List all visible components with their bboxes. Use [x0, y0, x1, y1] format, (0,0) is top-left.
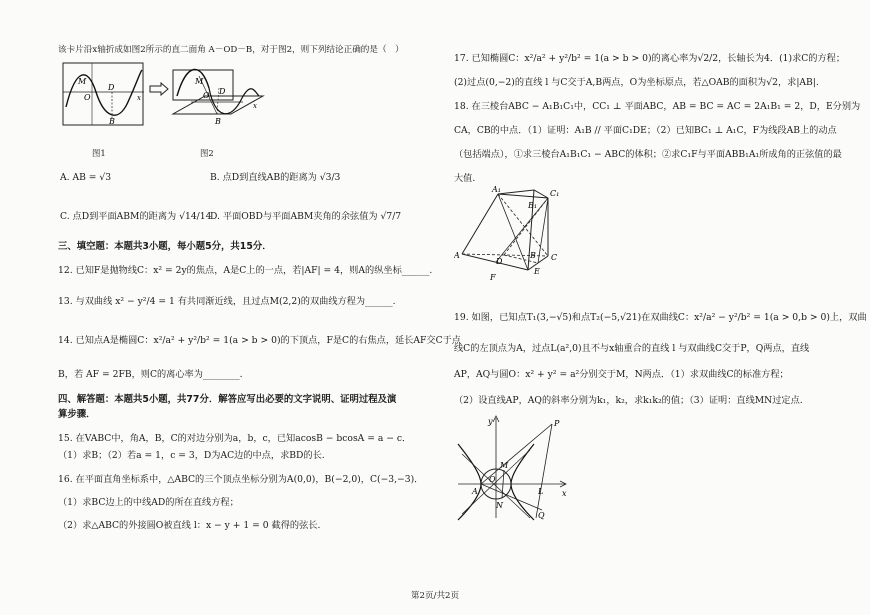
label-l: L	[538, 487, 544, 496]
label-x: x	[137, 94, 141, 102]
label-x: x	[562, 489, 567, 498]
question-18-line4: 大值.	[454, 173, 476, 184]
section-3-heading: 三、填空题：本题共3小题，每小题5分，共15分．	[58, 241, 272, 252]
hyperbola-figure	[456, 414, 572, 522]
label-o: O	[84, 93, 91, 102]
label-d: D	[108, 83, 115, 92]
label-a1: A₁	[492, 185, 501, 194]
question-15-line2: （1）求B；（2）若a = 1，c = 3，D为AC边的中点，求BD的长.	[58, 450, 325, 461]
label-c: C	[551, 253, 558, 262]
figure-2	[171, 58, 267, 136]
question-17-line1: 17. 已知椭圆C：x²/a² + y²/b² = 1(a > b > 0)的离心率为√2/2，长轴长为4．(1)求C的方程；	[454, 53, 846, 64]
option-a: A. AB = √3	[60, 172, 112, 183]
question-19-line4: （2）设直线AP，AQ的斜率分别为k₁，k₂，求k₁k₂的值；（3）证明：直线MN过定点.	[454, 395, 803, 406]
label-a: A	[454, 251, 460, 260]
q11-intro: 该卡片沿x轴折成如图2所示的直二面角 A－OD－B，对于图2，则下列结论正确的是（ ）	[58, 45, 404, 55]
section-4-heading-line1: 四、解答题：本题共5小题，共77分．解答应写出必要的文字说明、证明过程及演	[58, 394, 397, 405]
question-19-line2: 线C的左顶点为A，过点L(a²,0)且不与x轴重合的直线 l 与双曲线C交于P，Q两点，直线	[454, 343, 810, 354]
frustum-figure	[454, 184, 566, 288]
label-q: Q	[538, 511, 545, 520]
question-17-line2: (2)过点(0,−2)的直线 l 与C交于A,B两点，O为坐标原点，若△OAB的面积为√2，求|AB|.	[454, 77, 819, 88]
option-b: B. 点D到直线AB的距离为 √3/3	[210, 172, 341, 183]
question-19-line3: AP，AQ与圆O：x² + y² = a²分别交于M，N两点．（1）求双曲线C的标准方程；	[454, 369, 789, 380]
option-d: D. 平面OBD与平面ABM夹角的余弦值为 √7/7	[210, 211, 402, 222]
label-m: M	[78, 77, 87, 86]
question-16-line2: （1）求BC边上的中线AD的所在直线方程；	[58, 497, 239, 508]
figure-1	[62, 62, 144, 132]
fig1-caption: 图1	[92, 148, 106, 158]
label-o: O	[489, 475, 496, 484]
label-y: y	[488, 417, 493, 426]
question-16-line1: 16. 在平面直角坐标系中，△ABC的三个顶点坐标分别为A(0,0)，B(−2,0)，C(−3,−3)．	[58, 474, 424, 485]
fig2-label-d: D	[219, 87, 226, 96]
fig2-label-m: M	[195, 77, 204, 86]
option-c: C. 点D到平面ABM的距离为 √14/14	[60, 211, 212, 222]
fig2-label-o: O	[203, 91, 210, 100]
label-p: P	[554, 419, 560, 428]
label-b: B	[109, 117, 115, 126]
page-footer: 第2页/共2页	[410, 591, 460, 601]
question-19-line1: 19. 如图，已知点T₁(3,−√5)和点T₂(−5,√21)在双曲线C：x²/a² − y²/b² = 1(a > 0,b > 0)上，双曲	[454, 312, 867, 323]
label-a: A	[472, 487, 478, 496]
question-13: 13. 与双曲线 x² − y²/4 = 1 有共同渐近线，且过点M(2,2)的双曲线方程为______.	[58, 296, 396, 307]
label-b1: B₁	[528, 201, 538, 210]
question-14-line2: B，若 AF = 2FB，则C的离心率为________.	[58, 369, 243, 380]
arrow-icon	[149, 82, 169, 96]
label-m: M	[500, 461, 509, 470]
label-e: E	[534, 267, 540, 276]
label-n: N	[496, 501, 503, 510]
question-18-line1: 18. 在三棱台ABC − A₁B₁C₁中，CC₁ ⊥ 平面ABC，AB = BC = AC = 2A₁B₁ = 2，D，E分别为	[454, 101, 861, 112]
label-c1: C₁	[550, 189, 560, 198]
fig2-caption: 图2	[200, 148, 214, 158]
question-15-line1: 15. 在VABC中，角A，B，C的对边分别为a，b，c，已知acosB − bcosA = a − c．	[58, 433, 412, 444]
label-f: F	[490, 273, 496, 282]
question-14-line1: 14. 已知点A是椭圆C：x²/a² + y²/b² = 1(a > b > 0)的下顶点，F是C的右焦点，延长AF交C于点	[58, 335, 461, 346]
question-16-line3: （2）求△ABC的外接圆O被直线 l：x − y + 1 = 0 截得的弦长.	[58, 520, 321, 531]
fig2-label-b: B	[215, 117, 221, 126]
question-12: 12. 已知F是抛物线C：x² = 2y的焦点，A是C上的一点，若|AF| = 4，则A的纵坐标______.	[58, 265, 433, 276]
label-d: D	[496, 257, 503, 266]
question-18-line3: （包括端点），①求三棱台A₁B₁C₁ − ABC的体积；②求C₁F与平面ABB₁A₁所成角的正弦值的最	[454, 149, 842, 160]
label-b: B	[530, 251, 536, 260]
fig2-label-x: x	[253, 102, 257, 110]
section-4-heading-line2: 算步骤．	[58, 409, 96, 420]
question-18-line2: CA，CB的中点．（1）证明：A₁B // 平面C₁DE；（2）已知BC₁ ⊥ A₁C，F为线段AB上的动点	[454, 125, 837, 136]
